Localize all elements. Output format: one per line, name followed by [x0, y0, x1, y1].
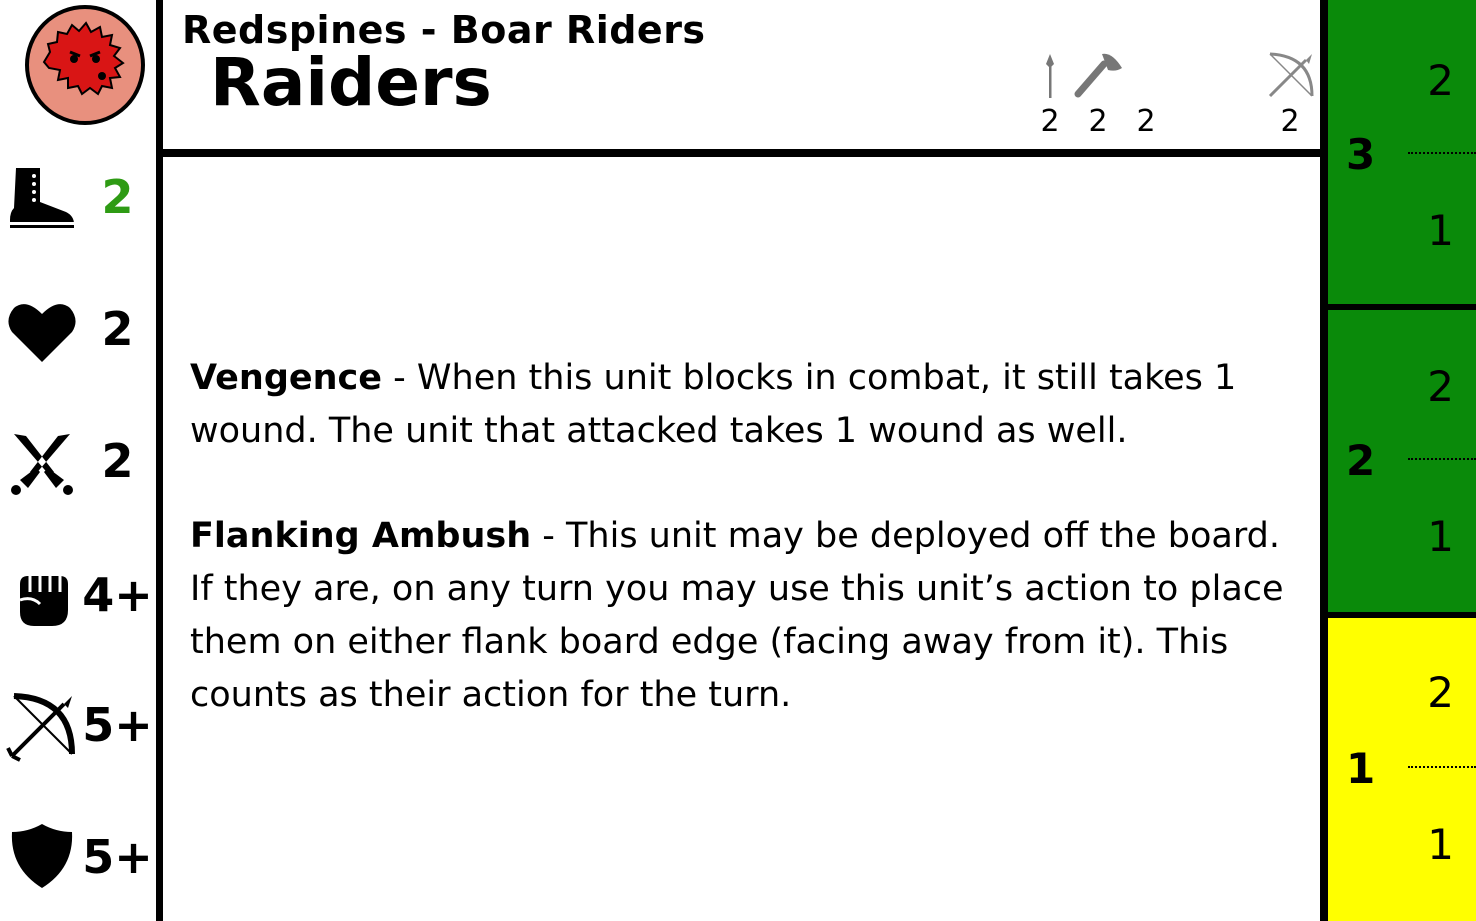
ability-name: Vengence [190, 358, 383, 398]
stat-ranged-value: 5+ [82, 698, 153, 752]
track-band-1 [1328, 618, 1476, 921]
boot-icon [6, 162, 78, 234]
unit-title: Raiders [210, 44, 492, 121]
track-band-2 [1328, 310, 1476, 612]
band-level: 1 [1346, 744, 1376, 793]
ability-flanking-ambush [190, 510, 1300, 722]
spear-icon [1040, 52, 1060, 100]
band-level: 2 [1346, 436, 1376, 485]
stat-defense-value: 5+ [82, 830, 153, 884]
weapon-bow-value: 2 [1280, 104, 1300, 139]
track-band-3 [1328, 0, 1476, 304]
shield-icon [6, 820, 78, 892]
stat-attack-value: 2 [101, 434, 134, 488]
ability-description: - This unit may be deployed off the board. If they are, on any turn you may use this unit’s action to place them on either flank board edge (facing away from it). This counts as their action for the turn. [190, 516, 1284, 715]
band-top-value: 2 [1427, 362, 1454, 411]
band-divider [1408, 152, 1476, 154]
bow-icon [1266, 50, 1316, 100]
band-bottom-value: 1 [1427, 512, 1454, 561]
stat-move-value: 2 [101, 170, 134, 224]
band-top-value: 2 [1427, 668, 1454, 717]
fist-icon [6, 562, 78, 634]
band-bottom-value: 1 [1427, 820, 1454, 869]
abilities-text [190, 352, 1300, 774]
axe-icon [1072, 50, 1126, 100]
stat-health-value: 2 [101, 302, 134, 356]
weapon-axe-value: 2 [1088, 104, 1108, 139]
bow-icon [6, 690, 78, 762]
ability-description: - When this unit blocks in combat, it still takes 1 wound. The unit that attacked takes 1 wound as well. [190, 358, 1237, 451]
band-divider [1408, 458, 1476, 460]
faction-subtitle: Redspines - Boar Riders [182, 8, 706, 52]
heart-icon [6, 296, 78, 368]
band-divider [1408, 766, 1476, 768]
band-bottom-value: 1 [1427, 206, 1454, 255]
ability-vengence [190, 352, 1300, 458]
faction-hedgehog-icon [24, 4, 146, 126]
weapon-third-value: 2 [1136, 104, 1156, 139]
ability-name: Flanking Ambush [190, 516, 532, 556]
weapon-spear-value: 2 [1040, 104, 1060, 139]
crossed-swords-icon [6, 428, 78, 500]
damage-track [1320, 0, 1476, 921]
band-top-value: 2 [1427, 56, 1454, 105]
left-divider [156, 0, 163, 921]
header-divider [163, 149, 1323, 157]
band-level: 3 [1346, 130, 1376, 179]
stat-melee-value: 4+ [82, 568, 153, 622]
